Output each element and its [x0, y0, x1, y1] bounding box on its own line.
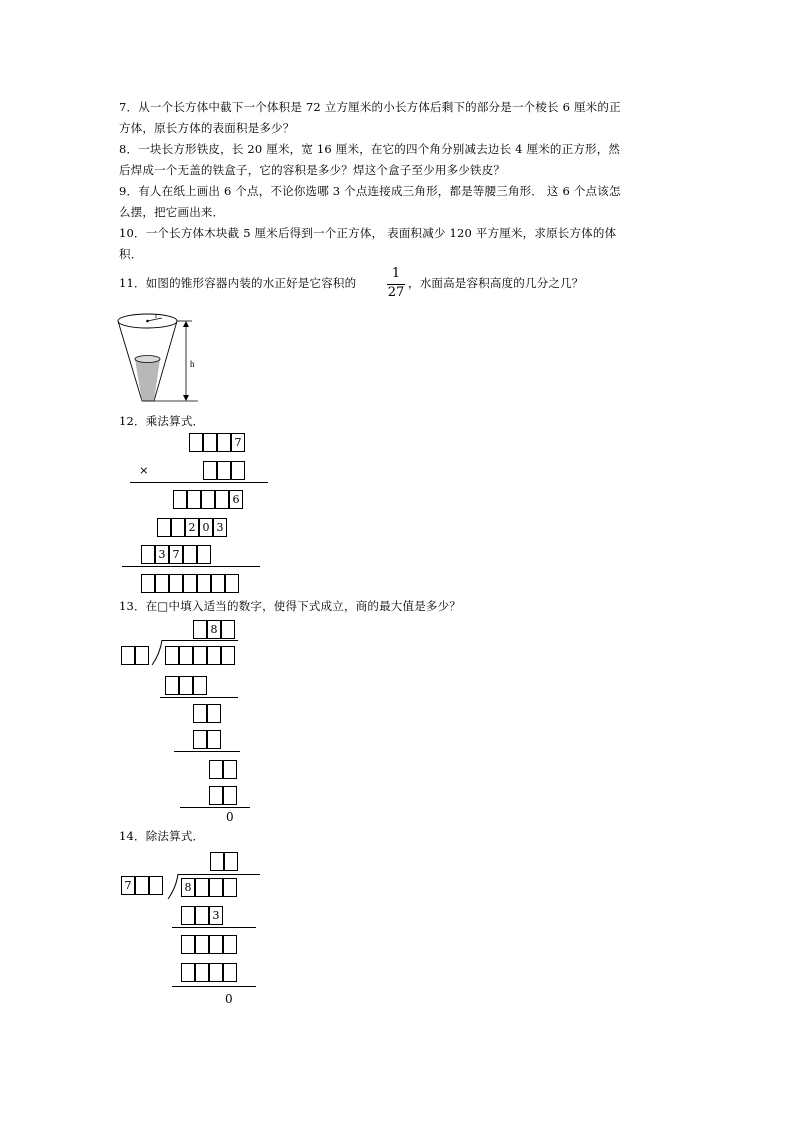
digit-box[interactable] — [189, 433, 203, 452]
radius-label: r — [155, 311, 158, 320]
digit-box[interactable] — [157, 518, 171, 537]
digit-box[interactable] — [181, 935, 195, 954]
digit-box-given: 7 — [169, 545, 183, 564]
digit-box[interactable] — [121, 646, 135, 665]
division-bar-13 — [162, 640, 238, 641]
fraction-denominator: 27 — [387, 285, 405, 300]
division-14-rule-2 — [172, 986, 256, 987]
digit-box-given: 8 — [207, 620, 221, 639]
digit-box[interactable] — [223, 760, 237, 779]
problem-9-line-2: 么摆，把它画出来． — [119, 205, 225, 219]
problem-8-line-1: 8．一块长方形铁皮，长 20 厘米，宽 16 厘米，在它的四个角分别减去边长 4 厘米的正方形，然 — [119, 142, 621, 156]
digit-box[interactable] — [193, 676, 207, 695]
height-arrow-down-icon — [183, 395, 189, 401]
digit-box[interactable] — [141, 545, 155, 564]
digit-box[interactable] — [224, 852, 238, 871]
digit-box[interactable] — [207, 646, 221, 665]
digit-box[interactable] — [217, 433, 231, 452]
digit-box[interactable] — [221, 620, 235, 639]
division-13-rule-3 — [180, 807, 250, 808]
digit-box[interactable] — [155, 574, 169, 593]
digit-box[interactable] — [193, 646, 207, 665]
problem-11-text — [119, 275, 356, 291]
digit-box[interactable] — [217, 461, 231, 480]
problem-14-title: 14．除法算式． — [119, 829, 205, 843]
digit-box[interactable] — [223, 878, 237, 897]
digit-box[interactable] — [223, 935, 237, 954]
digit-box[interactable] — [183, 574, 197, 593]
digit-box-given: 2 — [185, 518, 199, 537]
problem-10-line-2: 积． — [119, 247, 143, 261]
digit-box[interactable] — [173, 490, 187, 509]
times-sign: × — [139, 463, 149, 477]
digit-box[interactable] — [141, 574, 155, 593]
problem-11-suffix: ，水面高是容积高度的几分之几？ — [408, 276, 584, 290]
digit-box[interactable] — [209, 935, 223, 954]
digit-box[interactable] — [203, 433, 217, 452]
digit-box[interactable] — [169, 574, 183, 593]
division-bracket-icon — [166, 874, 180, 900]
digit-box[interactable] — [193, 704, 207, 723]
digit-box[interactable] — [197, 545, 211, 564]
digit-box[interactable] — [165, 676, 179, 695]
digit-box[interactable] — [223, 786, 237, 805]
remainder-13: 0 — [226, 810, 234, 824]
digit-box-given: 6 — [229, 490, 243, 509]
digit-box[interactable] — [195, 878, 209, 897]
digit-box[interactable] — [210, 852, 224, 871]
problem-9-line-1: 9．有人在纸上画出 6 个点，不论你选哪 3 个点连接成三角形，都是等腰三角形． 这 6 个点该怎 — [119, 184, 621, 198]
digit-box[interactable] — [225, 574, 239, 593]
digit-box[interactable] — [179, 646, 193, 665]
digit-box[interactable] — [215, 490, 229, 509]
digit-box[interactable] — [181, 963, 195, 982]
digit-box[interactable] — [183, 545, 197, 564]
height-arrow-up-icon — [183, 321, 189, 327]
problem-12-title: 12．乘法算式． — [119, 414, 205, 428]
division-13-rule-1 — [160, 697, 238, 698]
division-bracket-icon — [150, 640, 164, 666]
digit-box[interactable] — [187, 490, 201, 509]
digit-box[interactable] — [209, 760, 223, 779]
cone-figure — [110, 305, 210, 410]
digit-box[interactable] — [231, 461, 245, 480]
cone-center-dot — [146, 320, 149, 323]
digit-box[interactable] — [221, 646, 235, 665]
division-13-rule-2 — [174, 751, 240, 752]
digit-box[interactable] — [193, 620, 207, 639]
digit-box[interactable] — [207, 704, 221, 723]
problem-11-prefix: 11．如图的锥形容器内装的水正好是它容积的 — [119, 276, 357, 290]
digit-box[interactable] — [195, 963, 209, 982]
digit-box[interactable] — [223, 963, 237, 982]
digit-box[interactable] — [201, 490, 215, 509]
digit-box[interactable] — [207, 730, 221, 749]
problem-13-title: 13．在□中填入适当的数字，使得下式成立，商的最大值是多少？ — [119, 599, 461, 613]
digit-box-given: 7 — [231, 433, 245, 452]
digit-box-given: 3 — [213, 518, 227, 537]
problem-10-line-1: 10．一个长方体木块截 5 厘米后得到一个正方体， 表面积减少 120 平方厘米，求原长方体的体 — [119, 226, 617, 240]
multiplication-rule-2 — [122, 566, 260, 567]
digit-box[interactable] — [211, 574, 225, 593]
digit-box[interactable] — [209, 963, 223, 982]
digit-box[interactable] — [197, 574, 211, 593]
digit-box-given: 3 — [209, 906, 223, 925]
digit-box[interactable] — [135, 876, 149, 895]
height-label: h — [190, 359, 195, 369]
digit-box[interactable] — [195, 906, 209, 925]
remainder-14: 0 — [225, 992, 233, 1006]
digit-box[interactable] — [193, 730, 207, 749]
digit-box-given: 8 — [181, 878, 195, 897]
fraction-numerator: 1 — [391, 266, 401, 281]
problem-7-line-1: 7．从一个长方体中截下一个体积是 72 立方厘米的小长方体后剩下的部分是一个棱长 6 厘米的正 — [119, 100, 621, 114]
digit-box[interactable] — [181, 906, 195, 925]
digit-box[interactable] — [209, 786, 223, 805]
digit-box-given: 0 — [199, 518, 213, 537]
digit-box-given: 7 — [121, 876, 135, 895]
digit-box[interactable] — [171, 518, 185, 537]
digit-box[interactable] — [195, 935, 209, 954]
problem-7-line-2: 方体，原长方体的表面积是多少？ — [119, 121, 295, 135]
digit-box[interactable] — [203, 461, 217, 480]
division-14-rule-1 — [172, 927, 256, 928]
problem-8-line-2: 后焊成一个无盖的铁盒子，它的容积是多少？焊这个盒子至少用多少铁皮？ — [119, 163, 506, 177]
digit-box[interactable] — [135, 646, 149, 665]
digit-box[interactable] — [149, 876, 163, 895]
digit-box[interactable] — [179, 676, 193, 695]
digit-box-given: 3 — [155, 545, 169, 564]
digit-box[interactable] — [209, 878, 223, 897]
digit-box[interactable] — [165, 646, 179, 665]
multiplication-rule-1 — [130, 482, 268, 483]
water-surface — [135, 356, 160, 363]
division-bar-14 — [178, 874, 260, 875]
